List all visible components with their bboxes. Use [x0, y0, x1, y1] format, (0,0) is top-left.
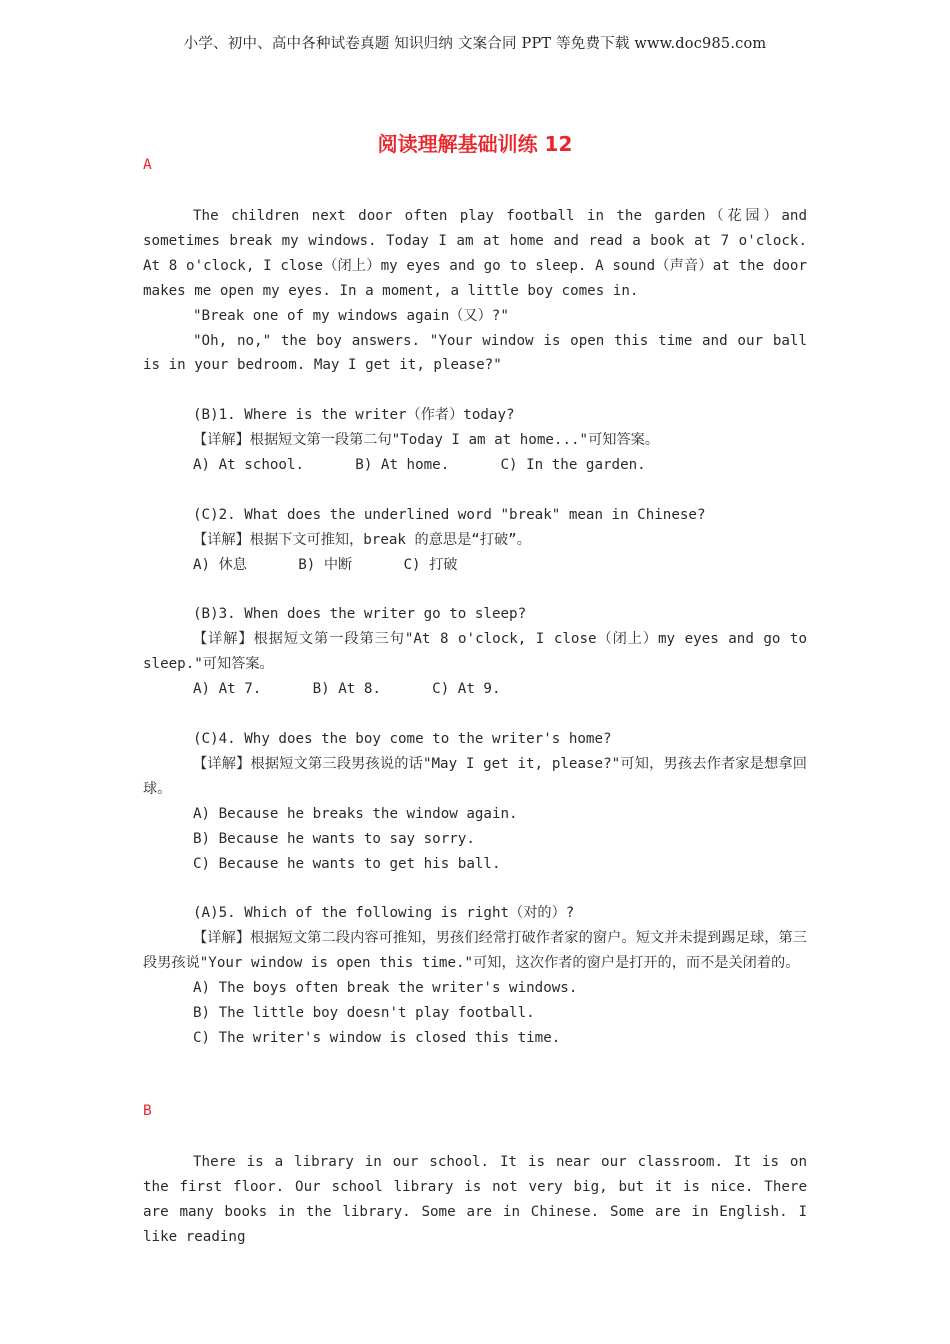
question-option: C) Because he wants to get his ball. [193, 855, 501, 872]
question-block [143, 727, 807, 876]
question-block [143, 503, 807, 578]
passage-paragraph: "Oh, no," the boy answers. "Your window is open this time and our ball is in your bedroom. May I get it, please?" [143, 332, 807, 374]
question-text: (C)2. What does the underlined word "break" mean in Chinese? [193, 506, 706, 523]
question-explanation: 【详解】根据短文第一段第二句"Today I am at home..."可知答案。 [193, 432, 660, 449]
section-b-label: B [143, 1103, 152, 1119]
question-explanation: 【详解】根据短文第三段男孩说的话"May I get it, please?"可知，男孩去作者家是想拿回球。 [143, 755, 807, 797]
passage-paragraph: The children next door often play football in the garden（花园）and sometimes break my windows. Today I am at home and read a book at 7 o'clock. At 8 o'clock, I close（闭上）my eyes and go to sleep. A sound（声音）at the door makes me open my eyes. In a moment, a little boy comes in. [143, 208, 807, 299]
question-option: B) The little boy doesn't play football. [193, 1004, 535, 1021]
question-option: B) Because he wants to say sorry. [193, 830, 475, 847]
question-text: (A)5. Which of the following is right（对的）? [193, 905, 575, 922]
question-text: (C)4. Why does the boy come to the writer's home? [193, 730, 612, 747]
question-option: A) The boys often break the writer's windows. [193, 980, 578, 997]
question-block [143, 901, 807, 1050]
question-explanation: 【详解】根据短文第二段内容可推知，男孩们经常打破作者家的窗户。短文并未提到踢足球，第三段男孩说"Your window is open this time."可知，这次作者的窗户是打开的，而不是关闭着的。 [143, 930, 807, 972]
passage-paragraph: "Break one of my windows again（又）?" [193, 307, 509, 324]
question-option: C) The writer's window is closed this time. [193, 1029, 561, 1046]
question-options: A) At 7. B) At 8. C) At 9. [193, 681, 501, 698]
section-b-content [143, 1150, 807, 1250]
question-options: A) 休息 B) 中断 C) 打破 [193, 556, 458, 573]
section-a-label: A [143, 157, 152, 173]
question-option: A) Because he breaks the window again. [193, 805, 518, 822]
question-options: A) At school. B) At home. C) In the garden. [193, 457, 646, 474]
question-explanation: 【详解】根据短文第一段第三句"At 8 o'clock, I close（闭上）my eyes and go to sleep."可知答案。 [143, 631, 807, 673]
page-header: 小学、初中、高中各种试卷真题 知识归纳 文案合同 PPT 等免费下载 www.doc985.com [183, 36, 767, 52]
passage-paragraph: There is a library in our school. It is near our classroom. It is on the first floor. Our school library is not very big, but it is nice. There are many books in the library. Some are in Chinese. Some are in English. I like reading [143, 1154, 807, 1245]
question-block [143, 403, 807, 478]
question-block [143, 602, 807, 702]
section-a-content [143, 204, 807, 1051]
page-title: 阅读理解基础训练 12 [377, 132, 573, 156]
question-text: (B)1. Where is the writer（作者）today? [193, 407, 515, 424]
question-text: (B)3. When does the writer go to sleep? [193, 606, 527, 623]
question-explanation: 【详解】根据下文可推知，break 的意思是“打破”。 [193, 531, 531, 548]
